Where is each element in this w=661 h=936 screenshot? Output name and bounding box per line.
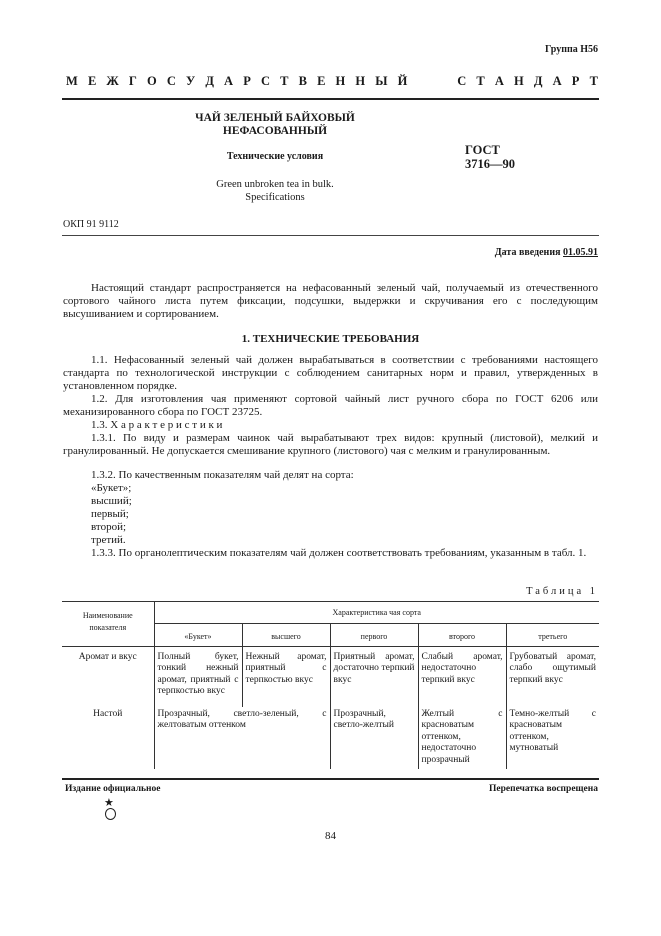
banner-letter: Н (514, 74, 524, 88)
section-title: 1. ТЕХНИЧЕСКИЕ ТРЕБОВАНИЯ (241, 333, 420, 345)
cell-aroma-second: Слабый аромат, недостаточно терпкий вкус (418, 646, 506, 707)
grade-item: «Букет»; (91, 482, 132, 494)
banner-letter: Р (243, 74, 251, 88)
title-line-1: ЧАЙ ЗЕЛЕНЫЙ БАЙХОВЫЙ (195, 112, 355, 124)
circle-icon (105, 808, 116, 820)
banner-letter (418, 74, 421, 89)
banner-letter: У (186, 74, 196, 88)
grade-item: второй; (91, 521, 127, 533)
document-subtitle: Технические условия (226, 151, 324, 162)
gost-designation (465, 144, 550, 171)
cell-infusion-second: Желтый с красноватым оттенком, недостаточно прозрачный (418, 707, 506, 769)
title-line-2: НЕФАСОВАННЫЙ (222, 125, 328, 137)
grade-item: третий. (91, 534, 126, 546)
clause-1-3-3: 1.3.3. По органолептическим показателям чай должен соответствовать требованиям, указанным в табл. 1. (91, 547, 587, 559)
banner-letter: Е (317, 74, 326, 88)
banner-letter (444, 74, 447, 89)
banner-letter: Н (355, 74, 366, 88)
grade-header-third: третьего (506, 624, 599, 647)
banner-letter: Ы (375, 74, 388, 88)
english-title-line-1: Green unbroken tea in bulk. (216, 179, 334, 190)
grade-item: первый; (91, 508, 129, 520)
banner-letter: Й (397, 74, 408, 88)
cell-infusion-third: Темно-желтый с красноватым оттенком, мутноватый (506, 707, 599, 769)
english-title-line-2: Specifications (245, 192, 305, 203)
page-number: 84 (325, 830, 336, 842)
reprint-prohibited: Перепечатка воспрещена (488, 784, 598, 794)
grade-header-highest: высшего (242, 624, 330, 647)
banner-letter: Ж (106, 74, 119, 88)
banner-letter: С (457, 74, 467, 88)
clause-1-3-1: 1.3.1. По виду и размерам чаинок чай вырабатывают трех видов: крупный (листовой), мелкий и гранулированный. Не допускается смешивание крупного (листового) чая с мелким и гранулированным. (63, 432, 598, 457)
banner-letter: В (298, 74, 307, 88)
okp-code: ОКП 91 9112 (63, 219, 119, 230)
official-edition: Издание официальное (65, 784, 161, 794)
banner-letter: А (224, 74, 234, 88)
banner-letter: А (552, 74, 562, 88)
table-caption: Таблица 1 (526, 586, 598, 597)
organoleptic-table (62, 601, 599, 769)
banner-letter: Т (476, 74, 485, 88)
group-code: Группа Н56 (545, 44, 598, 55)
column-header-indicator: Наименование показателя (62, 602, 154, 647)
clause-1-1: 1.1. Нефасованный зеленый чай должен вырабатываться в соответствии с требованиями настоящего стандарта по технологической инструкции с соблюдением санитарных норм и правил, утвержденных в установленном порядке. (63, 354, 598, 392)
cell-aroma-third: Грубоватый аромат, слабо ощутимый терпкий вкус (506, 646, 599, 707)
grade-list (91, 482, 132, 547)
clause-1-3-2: 1.3.2. По качественным показателям чай делят на сорта: (91, 469, 354, 481)
star-icon: ★ (104, 797, 114, 809)
grade-group-header: Характеристика чая сорта (154, 602, 599, 624)
row-name-infusion: Настой (93, 708, 123, 719)
top-rule (62, 98, 599, 100)
english-title (150, 178, 400, 204)
gost-number: 3716—90 (465, 156, 515, 171)
clause-1-3: 1.3. Х а р а к т е р и с т и к и (91, 419, 223, 431)
table-row (62, 707, 599, 769)
banner-letter: Д (205, 74, 214, 88)
banner-letter: Е (87, 74, 97, 88)
document-title (150, 112, 400, 138)
effective-date (495, 247, 598, 258)
banner-letter: С (166, 74, 176, 88)
footer-rule (62, 778, 599, 780)
banner-letter: М (66, 74, 78, 88)
banner-letter: Г (128, 74, 137, 88)
grade-item: высший; (91, 495, 132, 507)
cell-infusion-buket-highest: Прозрачный, светло-зеленый, с желтоватым оттенком (154, 707, 330, 769)
banner-letter: Р (571, 74, 580, 88)
banner-letter: С (260, 74, 270, 88)
banner-letter: Д (533, 74, 543, 88)
grade-header-buket: «Букет» (154, 624, 242, 647)
grade-header-first: первого (330, 624, 418, 647)
table-row (62, 646, 599, 707)
cell-infusion-first: Прозрачный, светло-желтый (330, 707, 418, 769)
gost-label: ГОСТ (465, 143, 500, 157)
banner-letter: А (494, 74, 504, 88)
grade-header-second: второго (418, 624, 506, 647)
row-name-aroma: Аромат и вкус (78, 651, 137, 662)
banner-letter: О (146, 74, 157, 88)
banner-letter: Н (335, 74, 346, 88)
date-label: Дата введения (494, 247, 561, 258)
cell-aroma-first: Приятный аромат, достаточно терпкий вкус (330, 646, 418, 707)
banner-letter: Т (280, 74, 289, 88)
clause-1-2: 1.2. Для изготовления чая применяют сортовой чайный лист ручного сбора по ГОСТ 6206 или механизированного сбора по ГОСТ 23725. (63, 393, 598, 418)
date-value: 01.05.91 (563, 247, 598, 258)
banner-letter (431, 74, 434, 89)
cell-aroma-highest: Нежный аромат, приятный с терпкостью вкус (242, 646, 330, 707)
banner-letter: Т (589, 74, 598, 88)
standard-banner (66, 74, 598, 89)
cell-aroma-buket: Полный букет, тонкий нежный аромат, приятный с терпкостью вкус (154, 646, 242, 707)
intro-paragraph: Настоящий стандарт распространяется на нефасованный зеленый чай, получаемый из отечественного сортового чайного листа путем фиксации, подсушки, выдержки и скручивания его с последующим высушиванием и сортированием. (63, 282, 598, 320)
header-rule (62, 235, 599, 236)
